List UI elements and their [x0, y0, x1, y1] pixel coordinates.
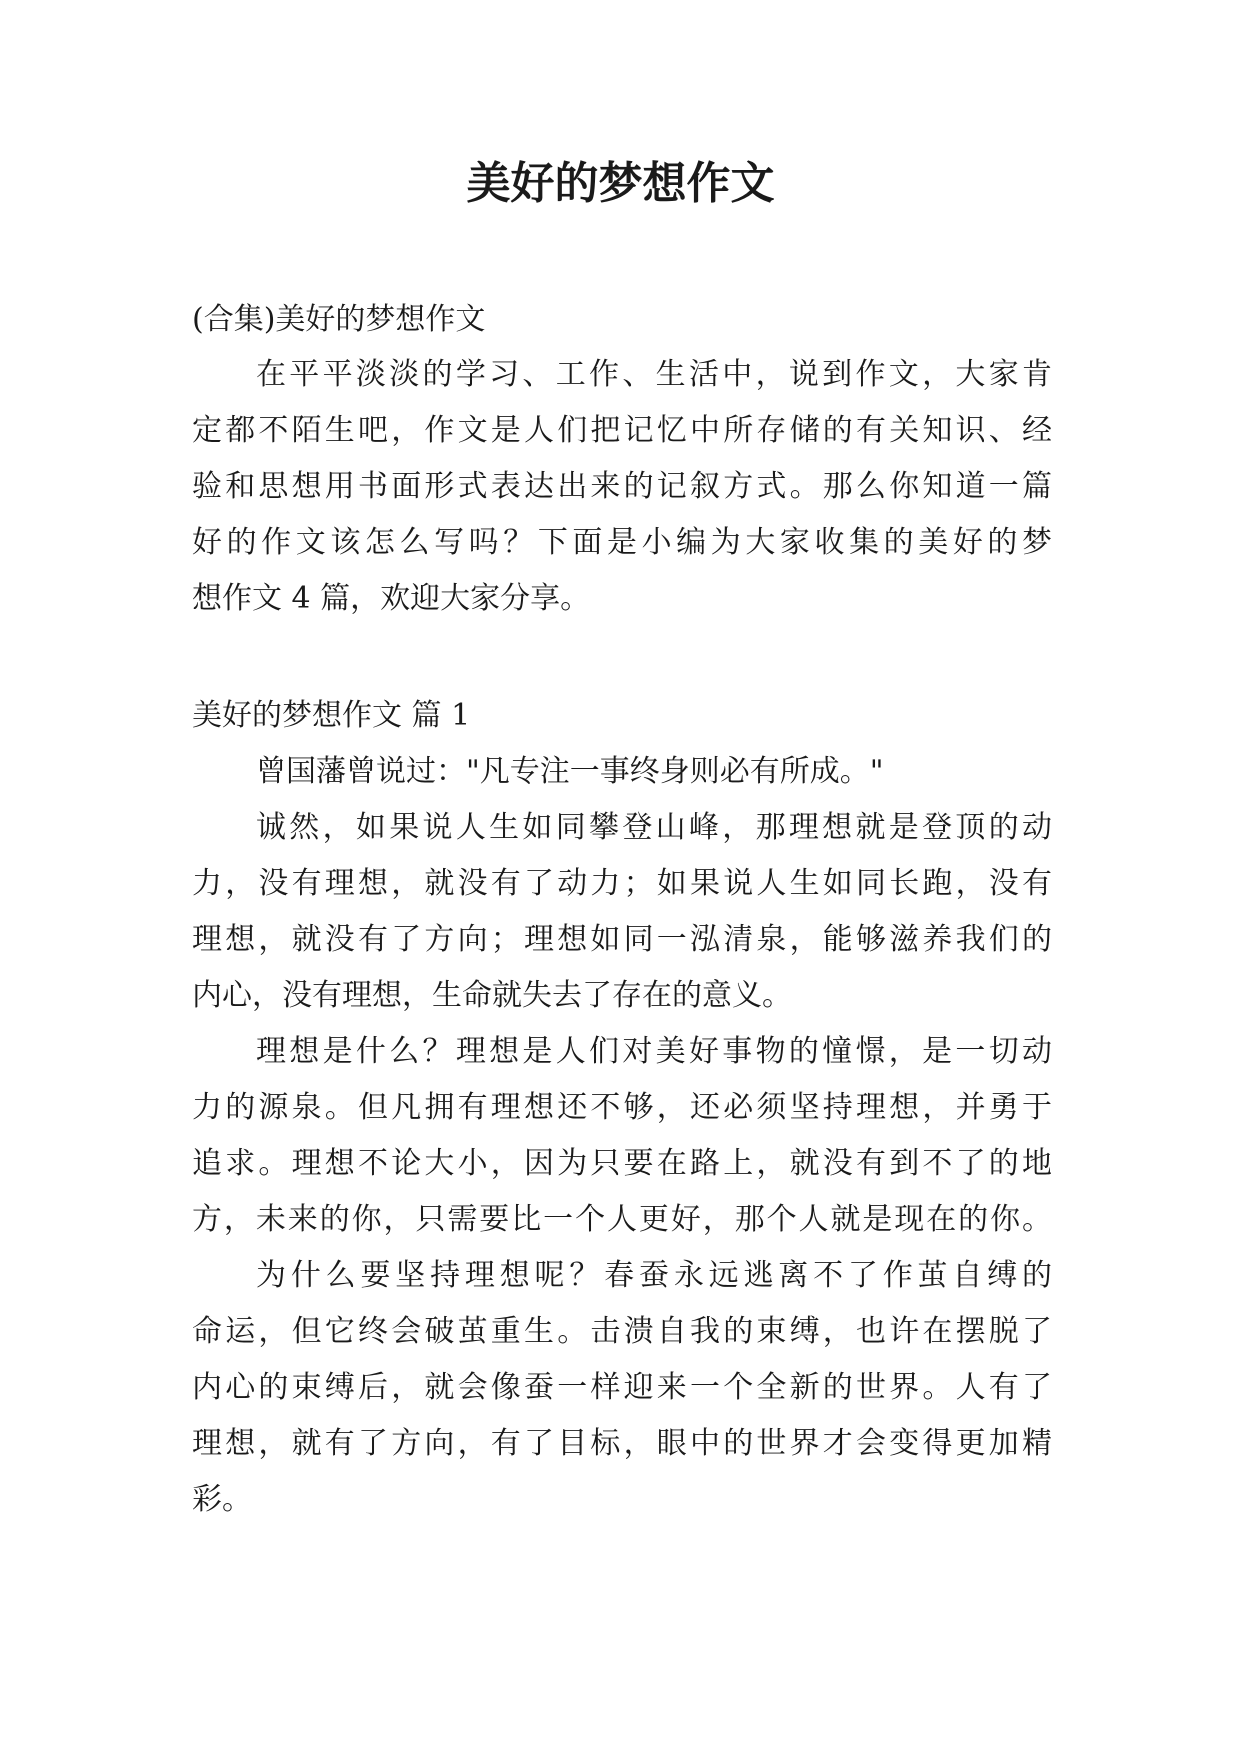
intro-line: 想作文 4 篇，欢迎大家分享。 — [192, 581, 591, 616]
body-line: 理想是什么？理想是人们对美好事物的憧憬，是一切动 — [256, 1034, 1052, 1069]
document-title: 美好的梦想作文 — [466, 158, 775, 209]
body-line: 追求。理想不论大小，因为只要在路上，就没有到不了的地 — [192, 1146, 1052, 1181]
document-subtitle: (合集)美好的梦想作文 — [192, 302, 486, 337]
body-line: 命运，但它终会破茧重生。击溃自我的束缚，也许在摆脱了 — [192, 1314, 1052, 1349]
body-line: 内心的束缚后，就会像蚕一样迎来一个全新的世界。人有了 — [192, 1370, 1052, 1405]
body-line: 彩。 — [192, 1482, 252, 1517]
body-line: 曾国藩曾说过："凡专注一事终身则必有所成。" — [256, 754, 884, 789]
body-line: 诚然，如果说人生如同攀登山峰，那理想就是登顶的动 — [256, 810, 1052, 845]
body-line: 方，未来的你，只需要比一个人更好，那个人就是现在的你。 — [192, 1202, 1052, 1237]
body-line: 理想，就没有了方向；理想如同一泓清泉，能够滋养我们的 — [192, 922, 1052, 957]
intro-line: 定都不陌生吧，作文是人们把记忆中所存储的有关知识、经 — [192, 413, 1052, 448]
section-heading: 美好的梦想作文 篇 1 — [192, 698, 471, 733]
intro-line: 好的作文该怎么写吗？下面是小编为大家收集的美好的梦 — [192, 525, 1052, 560]
intro-line: 验和思想用书面形式表达出来的记叙方式。那么你知道一篇 — [192, 469, 1052, 504]
body-line: 力，没有理想，就没有了动力；如果说人生如同长跑，没有 — [192, 866, 1052, 901]
body-line: 内心，没有理想，生命就失去了存在的意义。 — [192, 978, 792, 1013]
body-line: 力的源泉。但凡拥有理想还不够，还必须坚持理想，并勇于 — [192, 1090, 1052, 1125]
intro-line: 在平平淡淡的学习、工作、生活中，说到作文，大家肯 — [256, 357, 1052, 392]
body-line: 为什么要坚持理想呢？春蚕永远逃离不了作茧自缚的 — [256, 1258, 1052, 1293]
body-line: 理想，就有了方向，有了目标，眼中的世界才会变得更加精 — [192, 1426, 1052, 1461]
